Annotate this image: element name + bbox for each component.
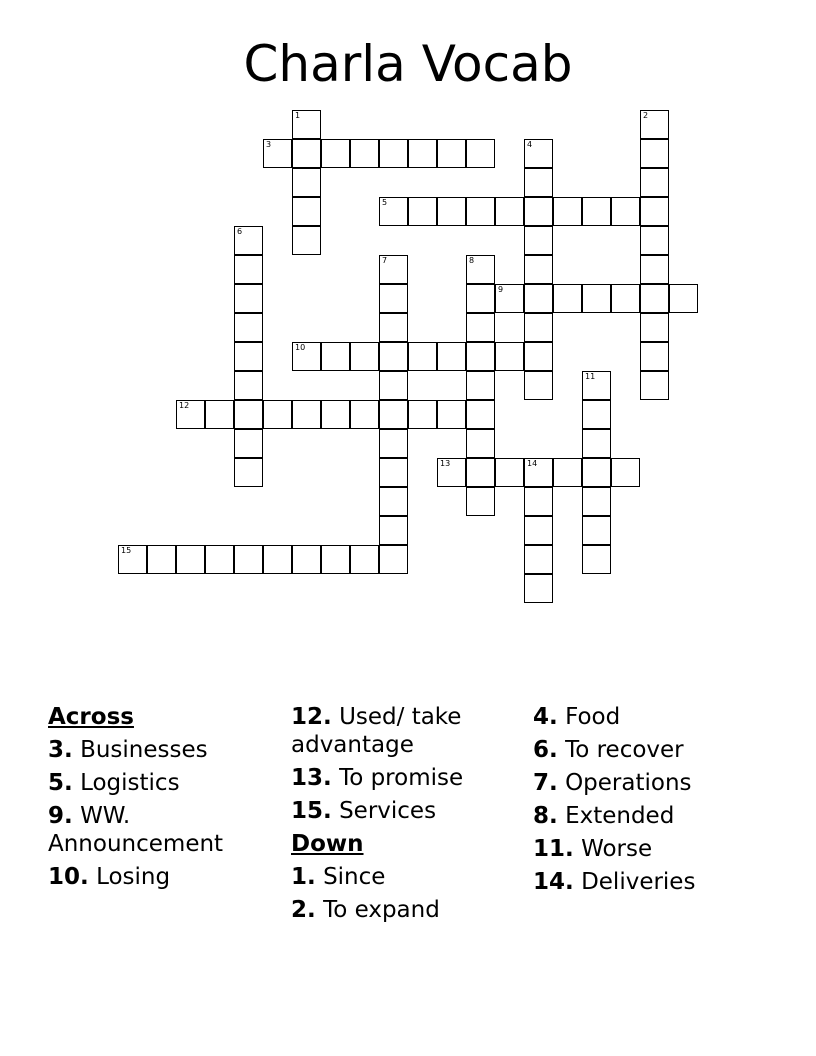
clue-number: 5. [48,770,73,796]
crossword-cell[interactable] [234,400,263,429]
clue-across-13 [291,764,521,792]
crossword-cell[interactable] [524,342,553,371]
crossword-cell[interactable] [379,429,408,458]
crossword-cell[interactable] [466,139,495,168]
clue-number-label: 2 [643,111,649,120]
clue-number: 13. [291,765,332,791]
crossword-cell[interactable] [582,487,611,516]
crossword-cell[interactable] [408,197,437,226]
crossword-cell[interactable] [234,458,263,487]
crossword-cell[interactable] [292,226,321,255]
clue-across-12 [291,703,521,759]
crossword-cell[interactable] [350,342,379,371]
crossword-cell[interactable] [437,458,466,487]
crossword-cell[interactable] [176,400,205,429]
crossword-cell[interactable] [495,197,524,226]
crossword-cell[interactable] [466,371,495,400]
crossword-cell[interactable] [640,342,669,371]
clue-across-15 [291,797,521,825]
clue-number-label: 5 [382,198,388,207]
clues-column-2 [291,703,521,929]
clue-number: 14. [533,869,574,895]
crossword-cell[interactable] [466,400,495,429]
crossword-cell[interactable] [524,574,553,603]
clue-text: Extended [565,803,675,829]
crossword-cell[interactable] [321,545,350,574]
crossword-cell[interactable] [437,342,466,371]
crossword-cell[interactable] [640,313,669,342]
crossword-cell[interactable] [350,400,379,429]
clue-down-4 [533,703,763,731]
crossword-cell[interactable] [379,255,408,284]
clue-number: 1. [291,864,316,890]
crossword-cell[interactable] [524,139,553,168]
clue-number-label: 8 [469,256,475,265]
crossword-cell[interactable] [234,226,263,255]
crossword-cell[interactable] [640,371,669,400]
crossword-cell[interactable] [553,284,582,313]
clue-down-2 [291,896,521,924]
clue-number: 8. [533,803,558,829]
crossword-cell[interactable] [118,545,147,574]
crossword-cell[interactable] [466,255,495,284]
crossword-cell[interactable] [292,342,321,371]
crossword-cell[interactable] [524,371,553,400]
clue-text: To recover [565,737,684,763]
crossword-cell[interactable] [263,139,292,168]
clue-number-label: 4 [527,140,533,149]
crossword-cell[interactable] [640,255,669,284]
crossword-cell[interactable] [379,284,408,313]
crossword-cell[interactable] [640,284,669,313]
crossword-cell[interactable] [611,284,640,313]
across-heading: Across [48,704,134,730]
crossword-cell[interactable] [379,313,408,342]
clue-text: To expand [323,897,440,923]
clue-text: Food [565,704,621,730]
clue-number: 15. [291,798,332,824]
clues-column-1 [48,703,278,896]
crossword-cell[interactable] [263,545,292,574]
crossword-cell[interactable] [379,139,408,168]
clue-number: 12. [291,704,332,730]
crossword-cell[interactable] [495,342,524,371]
crossword-cell[interactable] [466,197,495,226]
crossword-cell[interactable] [640,139,669,168]
clue-number: 2. [291,897,316,923]
clue-text: Logistics [80,770,180,796]
crossword-cell[interactable] [350,139,379,168]
clue-number-label: 14 [527,459,538,468]
crossword-cell[interactable] [524,226,553,255]
crossword-cell[interactable] [379,516,408,545]
crossword-cell[interactable] [321,342,350,371]
crossword-cell[interactable] [524,313,553,342]
crossword-cell[interactable] [582,545,611,574]
crossword-cell[interactable] [582,429,611,458]
clue-text: Deliveries [581,869,696,895]
crossword-cell[interactable] [292,139,321,168]
crossword-cell[interactable] [292,545,321,574]
crossword-cell[interactable] [292,110,321,139]
crossword-cell[interactable] [524,458,553,487]
crossword-cell[interactable] [466,284,495,313]
clue-across-3 [48,736,278,764]
crossword-cell[interactable] [292,400,321,429]
clue-number-label: 12 [179,401,190,410]
clue-number-label: 10 [295,343,306,352]
clue-number-label: 13 [440,459,451,468]
clue-text: Operations [565,770,692,796]
crossword-cell[interactable] [437,197,466,226]
crossword-cell[interactable] [524,487,553,516]
crossword-cell[interactable] [234,313,263,342]
crossword-cell[interactable] [553,458,582,487]
crossword-cell[interactable] [640,168,669,197]
clue-down-14 [533,868,763,896]
crossword-cell[interactable] [611,197,640,226]
clue-number: 7. [533,770,558,796]
crossword-cell[interactable] [495,458,524,487]
crossword-cell[interactable] [321,400,350,429]
crossword-cell[interactable] [640,197,669,226]
crossword-cell[interactable] [582,400,611,429]
crossword-cell[interactable] [524,284,553,313]
crossword-cell[interactable] [234,255,263,284]
crossword-cell[interactable] [379,400,408,429]
clue-number-label: 15 [121,546,132,555]
clue-text: Services [339,798,437,824]
clue-number: 11. [533,836,574,862]
crossword-cell[interactable] [263,400,292,429]
clue-text: Used/ take advantage [291,704,462,758]
clue-number-label: 9 [498,285,504,294]
crossword-cell[interactable] [582,197,611,226]
clue-text: Losing [96,864,171,890]
crossword-cell[interactable] [234,284,263,313]
crossword-cell[interactable] [379,197,408,226]
clue-down-8 [533,802,763,830]
clue-number: 6. [533,737,558,763]
crossword-cell[interactable] [234,371,263,400]
clue-number-label: 6 [237,227,243,236]
clue-down-6 [533,736,763,764]
clue-number: 10. [48,864,89,890]
clue-number: 9. [48,803,73,829]
clue-number: 4. [533,704,558,730]
crossword-cell[interactable] [408,139,437,168]
clue-number-label: 1 [295,111,301,120]
crossword-cell[interactable] [147,545,176,574]
clues-column-3 [533,703,763,901]
crossword-cell[interactable] [437,400,466,429]
crossword-cell[interactable] [553,197,582,226]
crossword-cell[interactable] [466,487,495,516]
clue-number-label: 11 [585,372,596,381]
crossword-cell[interactable] [205,545,234,574]
clue-down-1 [291,863,521,891]
crossword-cell[interactable] [466,429,495,458]
crossword-cell[interactable] [408,400,437,429]
clue-across-10 [48,863,278,891]
crossword-cell[interactable] [321,139,350,168]
crossword-cell[interactable] [379,342,408,371]
crossword-cell[interactable] [524,197,553,226]
crossword-cell[interactable] [524,516,553,545]
crossword-cell[interactable] [466,458,495,487]
crossword-cell[interactable] [524,255,553,284]
crossword-cell[interactable] [495,284,524,313]
clue-across-9 [48,802,278,858]
crossword-cell[interactable] [466,342,495,371]
crossword-cell[interactable] [292,168,321,197]
crossword-cell[interactable] [176,545,205,574]
crossword-cell[interactable] [524,168,553,197]
crossword-cell[interactable] [437,139,466,168]
crossword-cell[interactable] [640,110,669,139]
page-title: Charla Vocab [243,35,573,93]
clue-number-label: 7 [382,256,388,265]
crossword-cell[interactable] [524,545,553,574]
crossword-cell[interactable] [640,226,669,255]
down-heading: Down [291,831,364,857]
clue-number: 3. [48,737,73,763]
crossword-cell[interactable] [408,342,437,371]
crossword-cell[interactable] [379,371,408,400]
clue-text: WW. Announcement [48,803,224,857]
crossword-cell[interactable] [379,545,408,574]
crossword-cell[interactable] [466,313,495,342]
crossword-cell[interactable] [379,487,408,516]
clue-number-label: 3 [266,140,272,149]
crossword-cell[interactable] [669,284,698,313]
crossword-cell[interactable] [582,284,611,313]
crossword-cell[interactable] [611,458,640,487]
clue-across-5 [48,769,278,797]
crossword-cell[interactable] [582,458,611,487]
crossword-cell[interactable] [234,342,263,371]
clue-text: To promise [339,765,464,791]
clue-text: Businesses [80,737,208,763]
crossword-cell[interactable] [582,371,611,400]
clue-text: Since [323,864,386,890]
crossword-cell[interactable] [292,197,321,226]
crossword-cell[interactable] [205,400,234,429]
crossword-cell[interactable] [234,429,263,458]
crossword-cell[interactable] [350,545,379,574]
clue-down-11 [533,835,763,863]
clue-text: Worse [581,836,653,862]
clue-down-7 [533,769,763,797]
crossword-cell[interactable] [234,545,263,574]
crossword-cell[interactable] [582,516,611,545]
crossword-cell[interactable] [379,458,408,487]
